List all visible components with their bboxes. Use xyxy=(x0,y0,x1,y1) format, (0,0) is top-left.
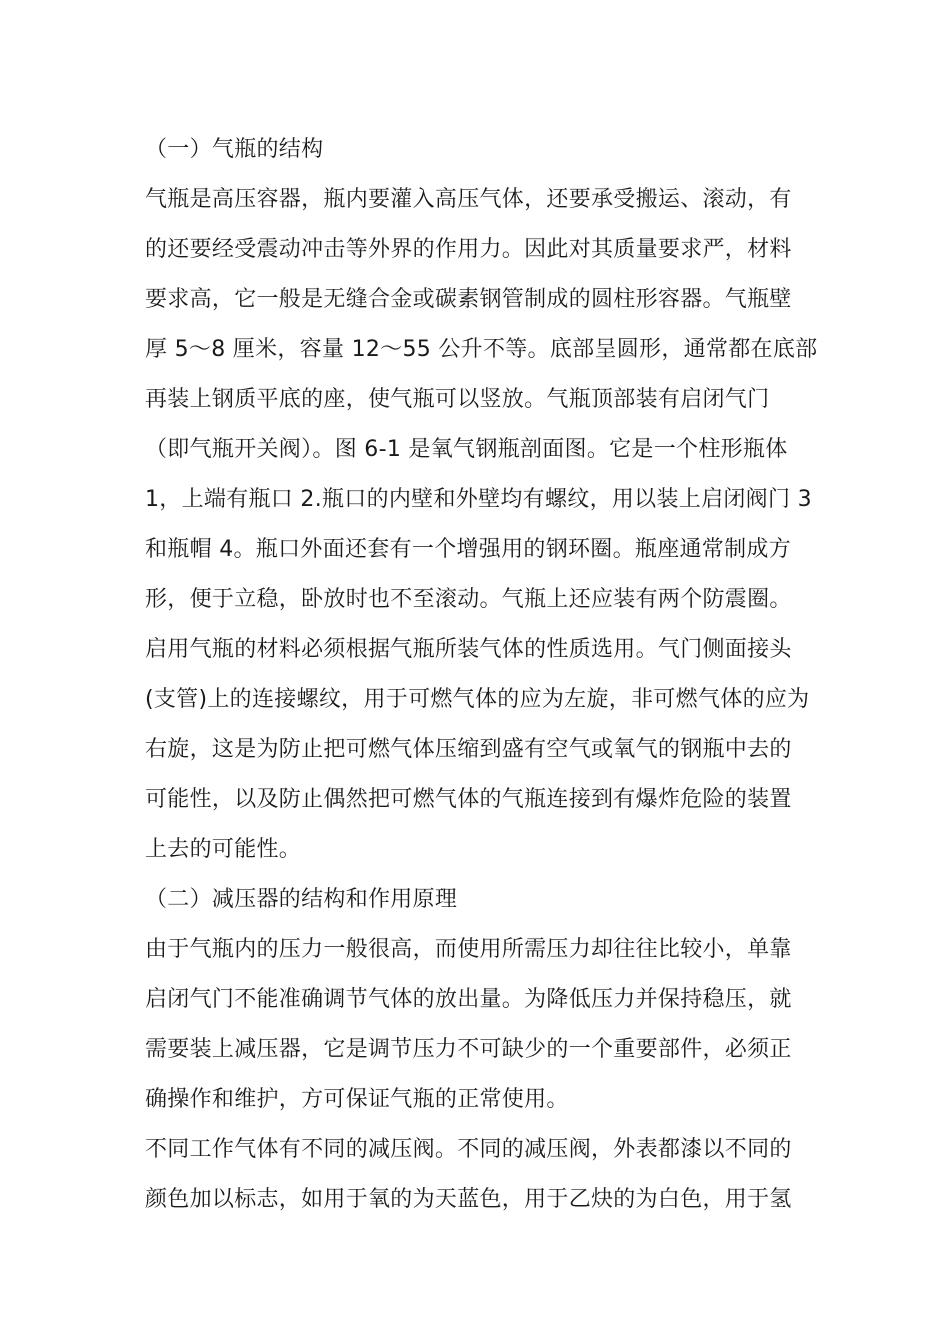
heading-pressure-reducer: （二）减压器的结构和作用原理 xyxy=(145,887,458,912)
paragraph-line: 启用气瓶的材料必须根据气瓶所装气体的性质选用。气门侧面接头 xyxy=(145,637,792,662)
paragraph-line: 再装上钢质平底的座，使气瓶可以竖放。气瓶顶部装有启闭气门 xyxy=(145,387,770,412)
paragraph-line: 不同工作气体有不同的减压阀。不同的减压阀，外表都漆以不同的 xyxy=(145,1137,792,1162)
paragraph-line: 形，便于立稳，卧放时也不至滚动。气瓶上还应装有两个防震圈。 xyxy=(145,587,792,612)
paragraph-line: 由于气瓶内的压力一般很高，而使用所需压力却往往比较小，单靠 xyxy=(145,937,792,962)
heading-gas-cylinder-structure: （一）气瓶的结构 xyxy=(145,137,324,162)
paragraph-line: 气瓶是高压容器，瓶内要灌入高压气体，还要承受搬运、滚动，有 xyxy=(145,187,792,212)
paragraph-line: 右旋，这是为防止把可燃气体压缩到盛有空气或氧气的钢瓶中去的 xyxy=(145,737,792,762)
paragraph-line: 确操作和维护，方可保证气瓶的正常使用。 xyxy=(145,1087,569,1112)
paragraph-line: 厚 5～8 厘米，容量 12～55 公升不等。底部呈圆形，通常都在底部 xyxy=(145,337,818,362)
paragraph-line: 1，上端有瓶口 2.瓶口的内壁和外壁均有螺纹，用以装上启闭阀门 3 xyxy=(145,487,812,512)
paragraph-line: 启闭气门不能准确调节气体的放出量。为降低压力并保持稳压，就 xyxy=(145,987,792,1012)
paragraph-line: 和瓶帽 4。瓶口外面还套有一个增强用的钢环圈。瓶座通常制成方 xyxy=(145,537,791,562)
paragraph-line: (支管)上的连接螺纹，用于可燃气体的应为左旋，非可燃气体的应为 xyxy=(145,687,810,712)
paragraph-line: 需要装上减压器，它是调节压力不可缺少的一个重要部件，必须正 xyxy=(145,1037,792,1062)
paragraph-line: 上去的可能性。 xyxy=(145,837,302,862)
paragraph-line: 可能性，以及防止偶然把可燃气体的气瓶连接到有爆炸危险的装置 xyxy=(145,787,792,812)
paragraph-line: （即气瓶开关阀）。图 6-1 是氧气钢瓶剖面图。它是一个柱形瓶体 xyxy=(145,437,788,462)
paragraph-line: 的还要经受震动冲击等外界的作用力。因此对其质量要求严，材料 xyxy=(145,237,792,262)
paragraph-line: 颜色加以标志，如用于氧的为天蓝色，用于乙炔的为白色，用于氢 xyxy=(145,1187,792,1212)
paragraph-line: 要求高，它一般是无缝合金或碳素钢管制成的圆柱形容器。气瓶壁 xyxy=(145,287,792,312)
